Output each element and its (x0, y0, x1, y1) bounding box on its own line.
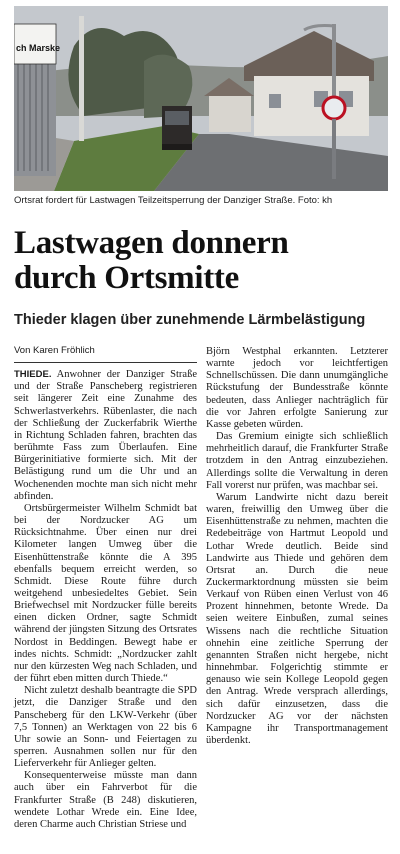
paragraph-1 (14, 369, 197, 503)
article-column-right (206, 346, 388, 747)
paragraph-5: Das Gremium einigte sich schließlich mehrheitlich darauf, die Frankfurter Straße trotzdem in den Antrag einzubeziehen. Allerdings sollte die Verwaltung in deren Fall vorerst nur prüfen, was machbar sei. (206, 431, 388, 491)
headline (14, 226, 390, 296)
headline-line-2: durch Ortsmitte (14, 260, 239, 296)
paragraph-4 (14, 770, 197, 831)
street-scene-image (14, 6, 388, 191)
headline-line-1: Lastwagen donnern (14, 225, 289, 261)
paragraph-4-continued: Björn Westphal erkannten. Letzterer warnte jedoch vor leichtfertigen Schnellschüssen. Die dann unumgängliche Rückstufung der Bundesstraße könnte bedeuten, dass Anlieger nachträglich für die vor Jahren erfolgte Sanierung zur Kasse gebeten würden. (206, 346, 388, 430)
article-column-left (14, 345, 197, 831)
paragraph-3: Nicht zuletzt deshalb beantragte die SPD jetzt, die Danziger Straße und den Panscheberg für den LKW-Verkehr (über 7,5 Tonnen) an Werktagen von 22 bis 6 Uhr sowie an Sonn- und Feiertagen zu sperren. Ausnahmen sollen nur für den Lieferverkehr für Anlieger gelten. (14, 685, 197, 770)
paragraph-1-text: Anwohner der Danziger Straße und der Straße Panscheberg registrieren seit längerer Zeit eine Zunahme des Schwerlastverkehrs. Rübenlaster, die nach der Schließung der Zuckerfabrik Wierthe in Richtung Schladen fahren, brachten das berühmte Fass zum Überlaufen. Eine Bürgerinitiative formierte sich. Mit der Belästigung rund um die Uhr und an Wochenenden mochte man sich nicht mehr abfinden. (14, 369, 197, 502)
article-photo (14, 6, 388, 191)
paragraph-2: Ortsbürgermeister Wilhelm Schmidt bat bei der Nordzucker AG um Rücksichtnahme. Über einen nur drei Kilometer langen Umweg über die Eisenhüttenstraße könnte die A 395 ebenfalls bequem erreicht werden, so Schmidt. Diese Route führe durch weitgehend unbesiedeltes Gebiet. Sein Briefwechsel mit Nordzucker fülle bereits einen dicken Ordner, sagte Schmidt während der jüngsten Sitzung des Ortsrates Nordost in Beddingen. Bewegt habe er indes nichts. Schmidt: „Nordzucker zahlt nur den kürzesten Weg nach Schladen, und der führt eben mitten durch Thiede.“ (14, 502, 197, 685)
street-sign-text: ch Marske (16, 43, 61, 53)
photo-caption: Ortsrat fordert für Lastwagen Teilzeitsperrung der Danziger Straße. Foto: kh (14, 195, 333, 206)
byline: Von Karen Fröhlich (14, 345, 197, 363)
subheadline: Thieder klagen über zunehmende Lärmbelästigung (14, 312, 366, 328)
paragraph-6: Warum Landwirte nicht dazu bereit waren, freiwillig den Umweg über die Eisenhüttenstraße zu nehmen, machten die Redebeiträge von Hartmut Leopold und Lothar Wrede deutlich. Beide sind Landwirte aus Thiede und gehören dem Ortsrat an. Durch die neue Zuckermarktordnung müssten sie beim Verkauf von Rüben einen Verlust von 46 Prozent hinnehmen, betonte Wrede. Da seien weitere Einbußen, zumal seines Wissens nach die rechtliche Situation ohnehin eine zeitliche Sperrung der genannten Straßen nicht hergebe, nicht hinnehmbar. Folgerichtig stimmte er genauso wie sein Kollege Leopold gegen den Antrag. Wrede versprach allerdings, sich dafür einzusetzen, dass die Nordzucker AG vor der nächsten Kampagne ihr Transportmanagement überdenkt. (206, 491, 388, 746)
paragraph-4-text: Konsequenterweise müsste man dann auch über ein Fahrverbot für die Frankfurter Straße (B 248) diskutieren, wendete Lothar Wrede ein. Eine Idee, deren Charme auch Christian Striese und (14, 770, 197, 830)
dateline: THIEDE. (14, 369, 52, 381)
